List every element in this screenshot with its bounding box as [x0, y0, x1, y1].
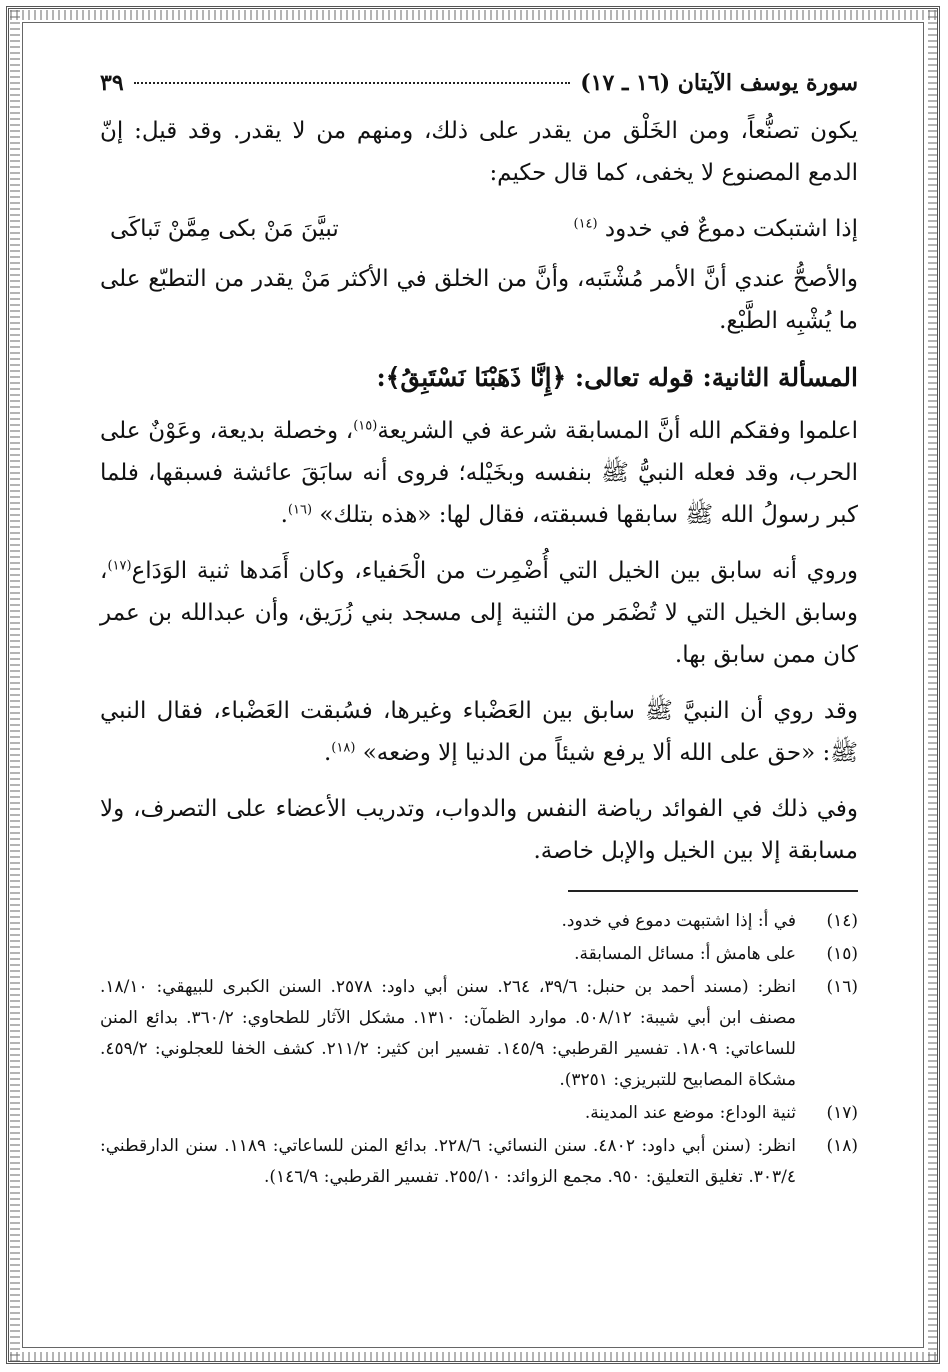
paragraph-4: وروي أنه سابق بين الخيل التي أُضْمِرت من الْحَفياء، وكان أَمَدها ثنية الوَدَاع$^{(١٧)}$، وسابق الخيل التي لا تُضْمَر من الثنية إلى مسجد بني زُرَيق، وأن عبدالله بن عمر كان ممن سابق بها. — [100, 558, 858, 668]
page-content — [100, 70, 858, 1195]
footnotes — [100, 906, 858, 1193]
footnote-text: ثنية الوداع: موضع عند المدينة. — [584, 1103, 796, 1123]
footnote-number: (١٧) — [826, 1103, 858, 1123]
paragraph-1: يكون تصنُّعاً، ومن الخَلْق من يقدر على ذلك، ومنهم من لا يقدر. وقد قيل: إنّ الدمع المصنوع لا يخفى، كما قال حكيم: — [100, 118, 858, 186]
paragraph-5: وقد روي أن النبيَّ ﷺ سابق بين العَضْباء وغيرها، فسُبقت العَضْباء، فقال النبي ﷺ: «حق على الله ألا يرفع شيئاً من الدنيا إلا وضعه» $^{(١٨)}$. — [100, 698, 858, 766]
section-heading: المسألة الثانية: قوله تعالى: ﴿إِنَّا ذَهَبْنَا نَسْتَبِقُ﴾: — [376, 363, 858, 392]
footnote-item — [100, 906, 858, 937]
footnote-number: (١٨) — [826, 1136, 858, 1156]
page-number: ٣٩ — [100, 70, 124, 96]
footnote-number: (١٥) — [826, 944, 858, 964]
header-title: سورة يوسف الآيتان (١٦ ـ ١٧) — [580, 70, 858, 96]
footnote-text: انظر: (سنن أبي داود: ٤٨٠٢. سنن النسائي: ٢٢٨/٦. بدائع المنن للساعاتي: ١١٨٩. سنن الدارقطني: ٣٠٣/٤. تغليق التعليق: ٩٥٠. مجمع الزوائد: ٢٥٥/١٠. تفسير القرطبي: ١٤٦/٩). — [100, 1136, 796, 1187]
footnote-number: (١٦) — [826, 977, 858, 997]
verse-second-hemistich: تبيَّنَ مَنْ بكى مِمَّنْ تَباكَى — [110, 216, 339, 242]
poetry-verse — [100, 208, 858, 250]
footnote-ref-18: (١٨) — [331, 740, 356, 756]
footnote-item — [100, 939, 858, 970]
footnote-item — [100, 1131, 858, 1193]
footnote-text: انظر: (مسند أحمد بن حنبل: ٣٩/٦، ٢٦٤. سنن أبي داود: ٢٥٧٨. السنن الكبرى للبيهقي: ١٨/١٠. مصنف ابن أبي شيبة: ٥٠٨/١٢. موارد الظمآن: ١٣١٠. مشكل الآثار للطحاوي: ٣٦٠/٢. بدائع المنن للساعاتي: ١٨٠٩. تفسير القرطبي: ١٤٥/٩. تفسير ابن كثير: ٢١١/٢. كشف الخفا للعجلوني: ٤٥٩/٢. مشكاة المصابيح للتبريزي: ٣٢٥١). — [100, 977, 796, 1090]
paragraph-3: اعلموا وفقكم الله أنَّ المسابقة شرعة في الشريعة$^{(١٥)}$، وخصلة بديعة، وعَوْنٌ على الحرب، وقد فعله النبيُّ ﷺ بنفسه وبخَيْله؛ فروى أنه سابَقَ عائشة فسبقها، فلما كبر رسولُ الله ﷺ سابقها فسبقته، فقال لها: «هذه بتلك» $^{(١٦)}$. — [100, 418, 858, 528]
running-header — [100, 70, 858, 110]
footnote-text: في أ: إذا اشتبهت دموع في خدود. — [561, 911, 796, 931]
paragraph-6: وفي ذلك في الفوائد رياضة النفس والدواب، وتدريب الأعضاء على التصرف، ولا مسابقة إلا بين الخيل والإبل خاصة. — [100, 796, 858, 864]
header-dot-leader — [134, 82, 571, 84]
footnote-ref-15: (١٥) — [353, 418, 378, 434]
footnote-item — [100, 1098, 858, 1129]
verse-first-hemistich: إذا اشتبكت دموعٌ في خدود $^{(١٤)}$ — [573, 216, 858, 242]
footnote-separator — [568, 890, 858, 892]
footnote-text: على هامش أ: مسائل المسابقة. — [574, 944, 796, 964]
footnote-ref-14: (١٤) — [573, 216, 598, 232]
paragraph-2: والأصحُّ عندي أنَّ الأمر مُشْتَبه، وأنَّ من الخلق في الأكثر مَنْ يقدر من التطبّع على ما يُشْبِه الطَّبْع. — [100, 266, 858, 334]
footnote-ref-17: (١٧) — [107, 558, 132, 574]
footnote-item — [100, 972, 858, 1096]
footnote-ref-16: (١٦) — [287, 502, 313, 518]
footnote-number: (١٤) — [826, 911, 858, 931]
